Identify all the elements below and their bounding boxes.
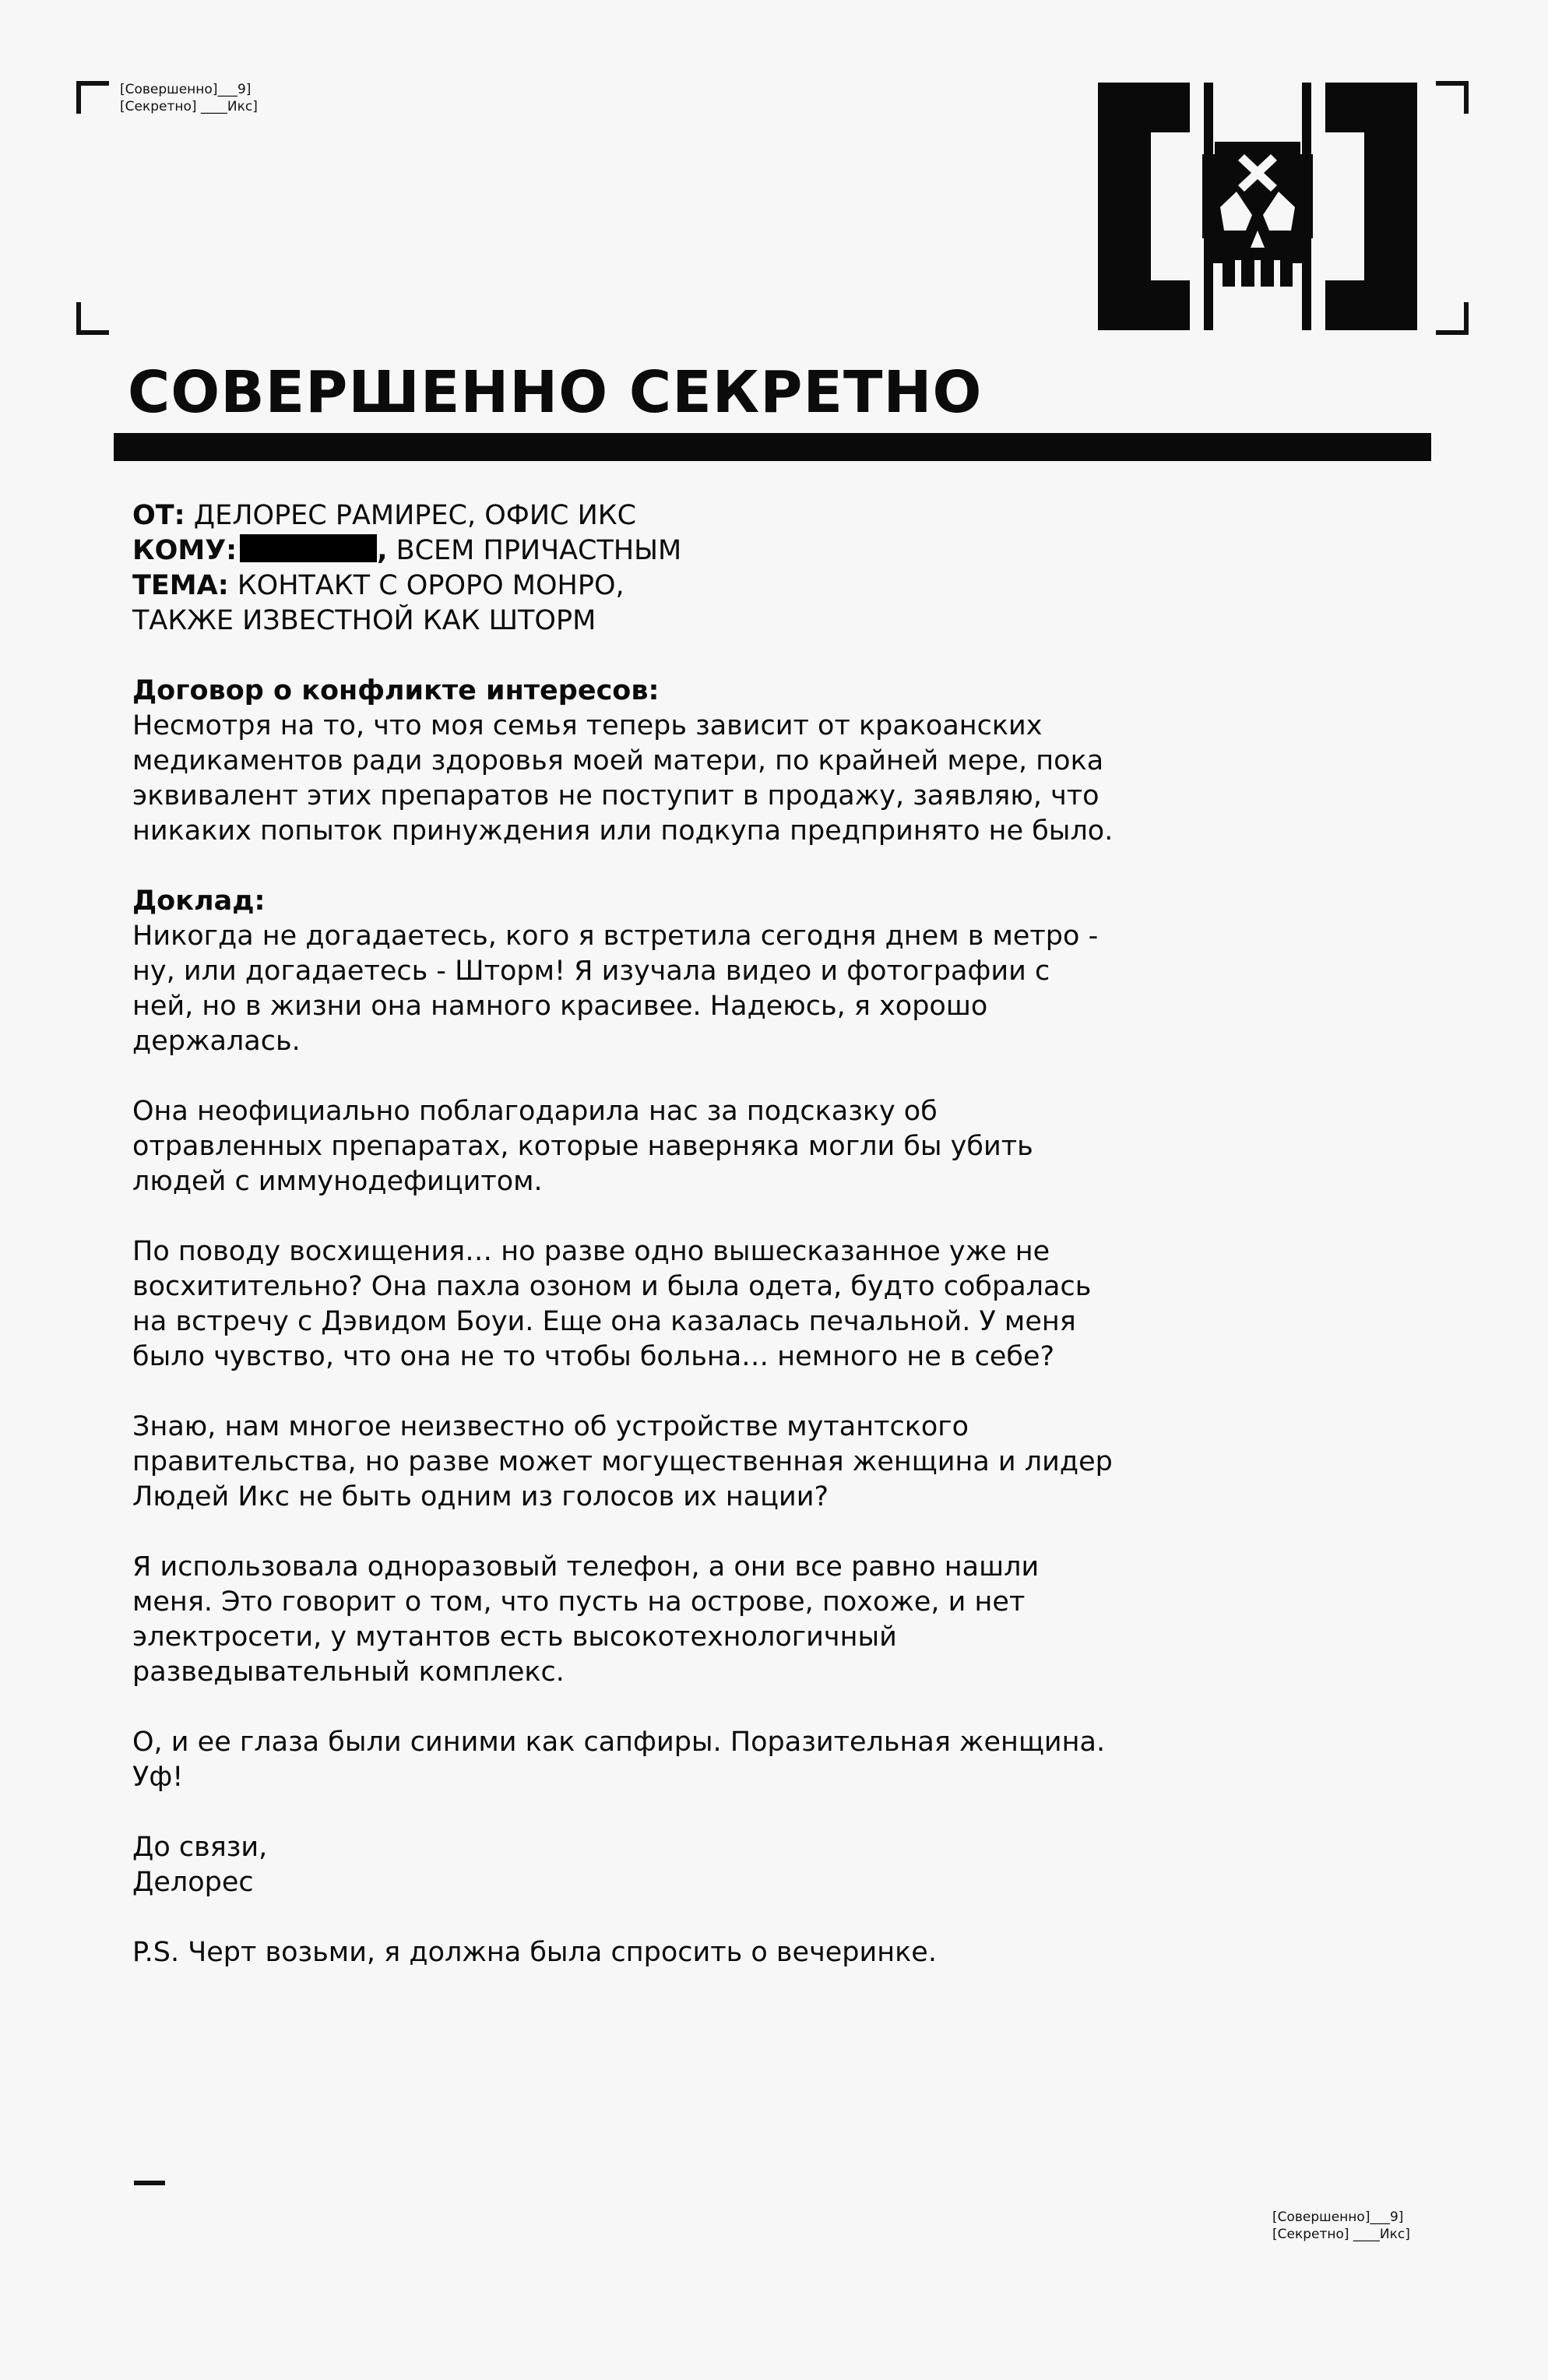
classification-stamp-bottom [1272, 2209, 1410, 2243]
page-dash [134, 2181, 165, 2185]
classification-stamp-top [120, 81, 258, 115]
stamp-line-2: [Секретно] ____Икс] [1272, 2227, 1410, 2242]
subject-label: ТЕМА: [132, 570, 229, 601]
subject-line-2: ТАКЖЕ ИЗВЕСТНОЙ КАК ШТОРМ [132, 605, 596, 636]
report-paragraph: О, и ее глаза были синими как сапфиры. Поразительная женщина. Уф! [132, 1727, 1106, 1793]
skull-x-icon [1098, 83, 1417, 330]
report-paragraph: По поводу восхищения… но разве одно вышесказанное уже не восхитительно? Она пахла озоном и была одета, будто собралась на встречу с Дэвидом Боуи. Еще она казалась печальной. У меня было чувство, что она не то чтобы больна… немного не в себе? [132, 1236, 1092, 1372]
stamp-line-2: [Секретно] ____Икс] [120, 99, 258, 114]
redaction-bar [240, 534, 377, 562]
from-label: ОТ: [132, 500, 185, 531]
conflict-title: Договор о конфликте интересов: [132, 675, 660, 706]
from-value: ДЕЛОРЕС РАМИРЕС, ОФИС ИКС [185, 500, 637, 531]
report-paragraph: Я использовала одноразовый телефон, а они все равно нашли меня. Это говорит о том, что пусть на острове, похоже, и нет электросети, у мутантов есть высокотехнологичный разведывательный комплекс. [132, 1551, 1040, 1688]
spacer [132, 639, 1114, 674]
conflict-text: Несмотря на то, что моя семья теперь зависит от кракоанских медикаментов ради здоровья моей матери, по крайней мере, пока эквивалент этих препаратов не поступит в продажу, заявляю, что никаких попыток принуждения или подкупа предпринято не было. [132, 710, 1114, 847]
signature: Делорес [132, 1867, 254, 1898]
signoff-line: До связи, [132, 1832, 268, 1863]
report-title: Доклад: [132, 885, 266, 917]
memo-body [132, 498, 1114, 2005]
to-value: ВСЕМ ПРИЧАСТНЫМ [387, 535, 682, 566]
subject-line [132, 569, 1114, 604]
frame-corner-bottom-right [1436, 302, 1469, 335]
postscript: P.S. Черт возьми, я должна была спросить о вечеринке. [132, 1937, 937, 1968]
frame-corner-bottom-left [76, 302, 109, 335]
frame-corner-top-left [76, 81, 109, 114]
report-paragraph: Никогда не догадаетесь, кого я встретила сегодня днем в метро - ну, или догадаетесь - Шторм! Я изучала видео и фотографии с ней, но в жизни она намного красивее. Надеюсь, я хорошо держалась. [132, 921, 1099, 1057]
subject-value: КОНТАКТ С ОРОРО МОНРО, [228, 570, 624, 601]
to-line [132, 533, 1114, 569]
frame-corner-top-right [1436, 81, 1469, 114]
report-paragraph: Она неофициально поблагодарила нас за подсказку об отравленных препаратах, которые наверняка могли бы убить людей с иммунодефицитом. [132, 1096, 1033, 1197]
stamp-line-1: [Совершенно]___9] [120, 82, 252, 97]
title-rule [114, 433, 1431, 461]
stamp-line-1: [Совершенно]___9] [1272, 2209, 1404, 2225]
page-title: СОВЕРШЕННО СЕКРЕТНО [128, 359, 983, 426]
to-separator: , [377, 535, 388, 566]
from-line [132, 498, 1114, 533]
report-paragraph: Знаю, нам многое неизвестно об устройстве мутантского правительства, но разве может могущественная женщина и лидер Людей Икс не быть одним из голосов их нации? [132, 1411, 1113, 1512]
to-label: КОМУ: [132, 535, 237, 566]
